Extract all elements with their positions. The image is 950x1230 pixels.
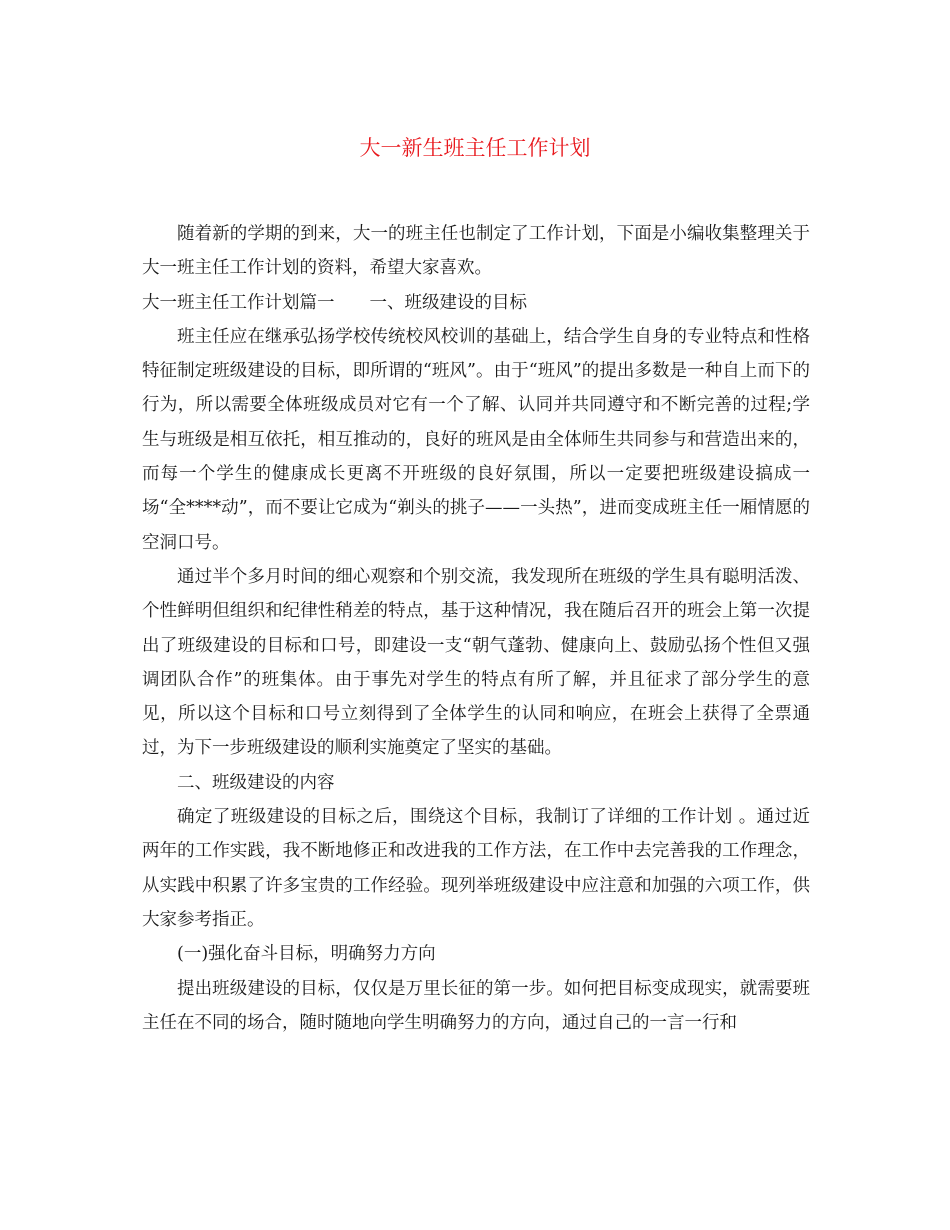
paragraph-intro: 随着新的学期的到来，大一的班主任也制定了工作计划，下面是小编收集整理关于大一班主任工作计划的资料，希望大家喜欢。 [142, 224, 810, 279]
section-heading-article: 大一班主任工作计划篇一 [142, 292, 335, 313]
section-heading [142, 286, 810, 320]
heading-class-content: 二、班级建设的内容 [177, 772, 335, 793]
paragraph-class-goal: 班主任应在继承弘扬学校传统校风校训的基础上，结合学生自身的专业特点和性格特征制定班级建设的目标，即所谓的“班风”。由于“班风”的提出多数是一种自上而下的行为，所以需要全体班级成员对它有一个了解、认同并共同遵守和不断完善的过程;学生与班级是相互依托，相互推动的，良好的班风是由全体师生共同参与和营造出来的，而每一个学生的健康成长更离不开班级的良好氛围，所以一定要把班级建设搞成一场“全****动”，而不要让它成为“剃头的挑子——一头热”，进而变成班主任一厢情愿的空洞口号。 [142, 326, 810, 553]
document-body [142, 217, 810, 1040]
paragraph-observation: 通过半个多月时间的细心观察和个别交流，我发现所在班级的学生具有聪明活泼、个性鲜明但组织和纪律性稍差的特点，基于这种情况，我在随后召开的班会上第一次提出了班级建设的目标和口号，即建设一支“朝气蓬勃、健康向上、鼓励弘扬个性但又强调团队合作”的班集体。由于事先对学生的特点有所了解，并且征求了部分学生的意见，所以这个目标和口号立刻得到了全体学生的认同和响应，在班会上获得了全票通过，为下一步班级建设的顺利实施奠定了坚实的基础。 [142, 566, 810, 759]
paragraph-work-plan: 确定了班级建设的目标之后，围绕这个目标，我制订了详细的工作计划 。通过近两年的工作实践，我不断地修正和改进我的工作方法，在工作中去完善我的工作理念，从实践中积累了许多宝贵的工作经验。现列举班级建设中应注意和加强的六项工作，供大家参考指正。 [142, 807, 810, 930]
paragraph-first-step: 提出班级建设的目标，仅仅是万里长征的第一步。如何把目标变成现实，就需要班主任在不同的场合，随时随地向学生明确努力的方向，通过自己的一言一行和 [142, 978, 810, 1033]
heading-strengthen-goals: (一)强化奋斗目标，明确努力方向 [177, 944, 436, 965]
section-heading-part: 一、班级建设的目标 [369, 292, 527, 313]
document-title: 大一新生班主任工作计划 [359, 136, 591, 160]
